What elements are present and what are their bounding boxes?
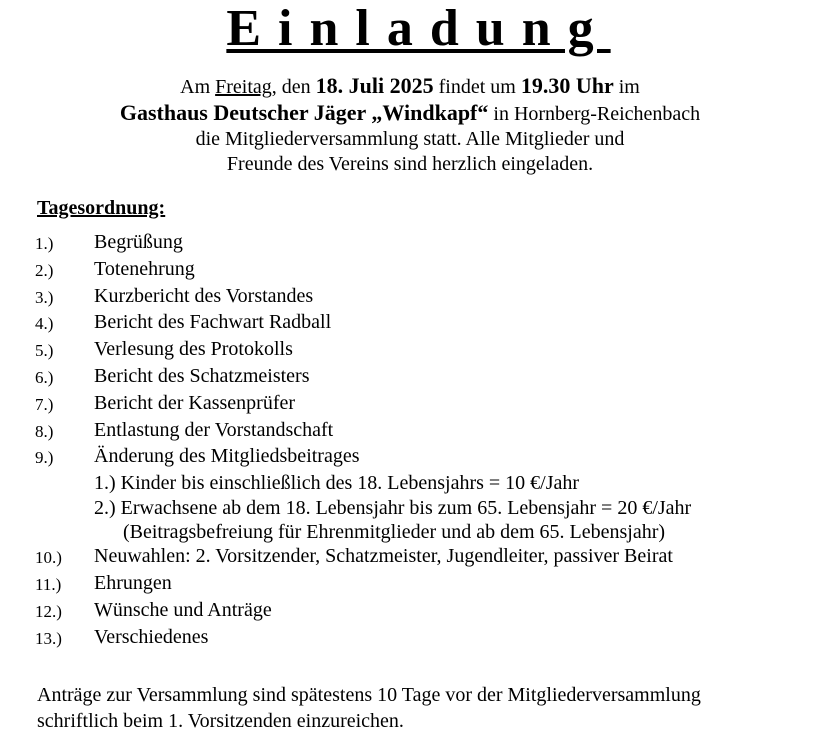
item-number: 6.) <box>35 367 54 387</box>
item-number: 5.) <box>35 341 54 361</box>
list-item <box>0 443 820 470</box>
item-text: Bericht des Fachwart Radball <box>94 311 332 334</box>
item-number: 12.) <box>35 601 62 621</box>
item-text: Wünsche und Anträge <box>94 598 272 621</box>
sub-item-text: (Beitragsbefreiung für Ehrenmitglieder und ab dem 65. Lebensjahr) <box>123 520 666 543</box>
intro-date: 18. Juli 2025 <box>315 73 434 98</box>
list-item <box>0 543 820 570</box>
intro-time: 19.30 Uhr <box>520 73 614 98</box>
intro-line-2 <box>0 100 820 127</box>
intro-line-3: die Mitgliederversammlung statt. Alle Mitglieder und <box>195 128 625 150</box>
intro-place: in Hornberg-Reichenbach <box>488 103 701 125</box>
item-number: 13.) <box>35 628 62 648</box>
item-text: Kurzbericht des Vorstandes <box>94 284 314 307</box>
list-item <box>0 283 820 310</box>
agenda-heading: Tagesordnung: <box>37 197 166 219</box>
list-item <box>0 390 820 417</box>
item-text: Begrüßung <box>94 231 183 253</box>
item-text: Ehrungen <box>94 572 172 595</box>
list-item <box>0 336 820 363</box>
intro-line-4: Freunde des Vereins sind herzlich eingeladen. <box>226 153 594 175</box>
footer-line-2: schriftlich beim 1. Vorsitzenden einzureichen. <box>37 710 404 732</box>
intro-text: findet um <box>433 76 521 98</box>
item-number: 2.) <box>35 260 54 280</box>
sub-item-text: 2.) Erwachsene ab dem 18. Lebensjahr bis zum 65. Lebensjahr = 20 €/Jahr <box>94 496 692 519</box>
list-item <box>0 309 820 336</box>
list-item <box>0 229 820 256</box>
footer-note <box>37 682 817 734</box>
intro-venue: Gasthaus Deutscher Jäger „Windkapf“ <box>119 100 489 125</box>
item-number: 1.) <box>35 234 54 253</box>
item-number: 10.) <box>35 548 62 568</box>
item-text: Entlastung der Vorstandschaft <box>94 418 334 441</box>
sub-item-text: 1.) Kinder bis einschließlich des 18. Lebensjahrs = 10 €/Jahr <box>94 472 580 495</box>
fee-item-adults <box>0 495 820 519</box>
list-item <box>0 363 820 390</box>
footer-line-1: Anträge zur Versammlung sind spätestens 10 Tage vor der Mitgliederversammlung <box>37 684 701 706</box>
item-number: 11.) <box>35 575 62 595</box>
list-item <box>0 256 820 283</box>
page-title <box>0 0 820 60</box>
item-number: 3.) <box>35 287 54 307</box>
intro-text: Am <box>180 76 216 98</box>
list-item <box>0 570 820 597</box>
invitation-intro <box>0 73 820 177</box>
list-item <box>0 624 820 651</box>
intro-text: den <box>276 76 316 98</box>
item-text: Änderung des Mitgliedsbeitrages <box>94 445 360 468</box>
item-text: Verschiedenes <box>94 625 209 648</box>
fee-exemption-note <box>0 519 820 543</box>
item-text: Neuwahlen: 2. Vorsitzender, Schatzmeister, Jugendleiter, passiver Beirat <box>94 545 673 568</box>
item-number: 8.) <box>35 421 54 441</box>
intro-text: im <box>613 76 640 98</box>
item-number: 4.) <box>35 314 54 334</box>
item-text: Bericht der Kassenprüfer <box>94 391 296 414</box>
item-number: 9.) <box>35 448 54 468</box>
list-item <box>0 417 820 444</box>
intro-line-1 <box>0 73 820 100</box>
item-text: Totenehrung <box>94 257 195 280</box>
list-item <box>0 597 820 624</box>
intro-weekday: Freitag, <box>215 76 277 98</box>
item-number: 7.) <box>35 394 54 414</box>
title-text: Einladung <box>226 0 611 57</box>
fee-item-children <box>0 470 820 494</box>
agenda-list <box>0 229 820 651</box>
item-text: Bericht des Schatzmeisters <box>94 364 310 387</box>
item-text: Verlesung des Protokolls <box>94 338 293 361</box>
